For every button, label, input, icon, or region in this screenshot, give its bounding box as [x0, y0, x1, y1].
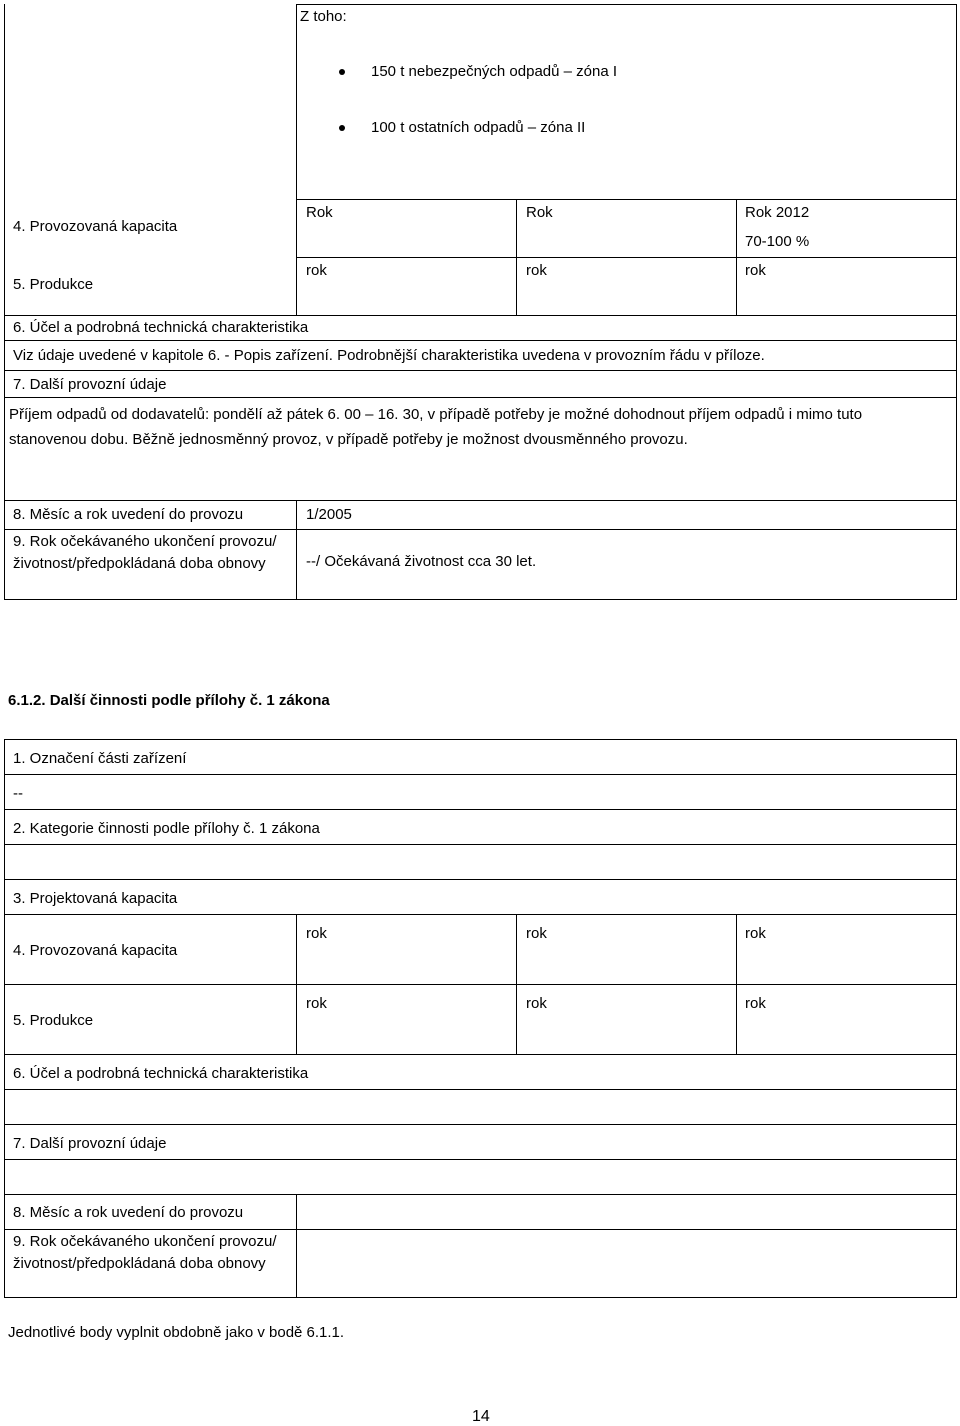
page-number: 14 — [472, 1408, 490, 1425]
cell-value: rok — [745, 262, 766, 279]
bullet-icon — [339, 125, 345, 131]
section-612-heading: 6.1.2. Další činnosti podle přílohy č. 1 zákona — [8, 692, 330, 709]
list-item: 100 t ostatních odpadů – zóna II — [371, 119, 586, 136]
ucel-label: 6. Účel a podrobná technická charakteristika — [13, 1065, 309, 1082]
uvedeni-do-provozu-label: 8. Měsíc a rok uvedení do provozu — [13, 506, 244, 523]
uvedeni-do-provozu-value: 1/2005 — [306, 506, 352, 523]
cell-value: rok — [306, 262, 327, 279]
cell-value: rok — [745, 995, 766, 1012]
provozni-udaje-text: stanovenou dobu. Běžně jednosměnný provoz, v případě potřeby je možnost dvousměnného provozu. — [9, 431, 688, 448]
kategorie-label: 2. Kategorie činnosti podle přílohy č. 1 zákona — [13, 820, 320, 837]
ukonceni-label: 9. Rok očekávaného ukončení provozu/životnost/předpokládaná doba obnovy — [13, 1233, 277, 1272]
projektovana-kapacita-label: 3. Projektovaná kapacita — [13, 890, 178, 907]
oznaceni-label: 1. Označení části zařízení — [13, 750, 187, 767]
cell-value: Rok — [526, 204, 553, 221]
oznaceni-value: -- — [13, 785, 23, 802]
ucel-text: Viz údaje uvedené v kapitole 6. - Popis zařízení. Podrobnější charakteristika uvedena v provozním řádu v příloze. — [13, 347, 765, 364]
cell-value: rok — [306, 995, 327, 1012]
cell-value: rok — [306, 925, 327, 942]
bullet-icon — [339, 69, 345, 75]
provozovana-kapacita-label: 4. Provozovaná kapacita — [13, 218, 178, 235]
provozovana-kapacita-label: 4. Provozovaná kapacita — [13, 942, 178, 959]
cell-value: rok — [526, 995, 547, 1012]
cell-value: rok — [745, 925, 766, 942]
provozni-udaje-text: Příjem odpadů od dodavatelů: pondělí až pátek 6. 00 – 16. 30, v případě potřeby je možné dohodnout příjem odpadů i mimo tuto — [9, 406, 863, 423]
list-item: 150 t nebezpečných odpadů – zóna I — [371, 63, 618, 80]
cell-value: rok — [526, 925, 547, 942]
cell-value: rok — [526, 262, 547, 279]
capacity-note: 70-100 % — [745, 233, 810, 250]
produkce-label: 5. Produkce — [13, 1012, 94, 1029]
cell-value: Rok — [306, 204, 333, 221]
provozni-udaje-label: 7. Další provozní údaje — [13, 1135, 167, 1152]
produkce-label: 5. Produkce — [13, 276, 94, 293]
ukonceni-label: 9. Rok očekávaného ukončení provozu/životnost/předpokládaná doba obnovy — [13, 533, 277, 572]
provozni-udaje-label: 7. Další provozní údaje — [13, 376, 167, 393]
z-toho-heading: Z toho: — [300, 8, 347, 25]
ukonceni-value: --/ Očekávaná životnost cca 30 let. — [306, 553, 537, 570]
ucel-label: 6. Účel a podrobná technická charakteristika — [13, 319, 309, 336]
cell-value: Rok 2012 — [745, 204, 810, 221]
uvedeni-do-provozu-label: 8. Měsíc a rok uvedení do provozu — [13, 1204, 244, 1221]
footnote: Jednotlivé body vyplnit obdobně jako v bodě 6.1.1. — [8, 1324, 345, 1341]
